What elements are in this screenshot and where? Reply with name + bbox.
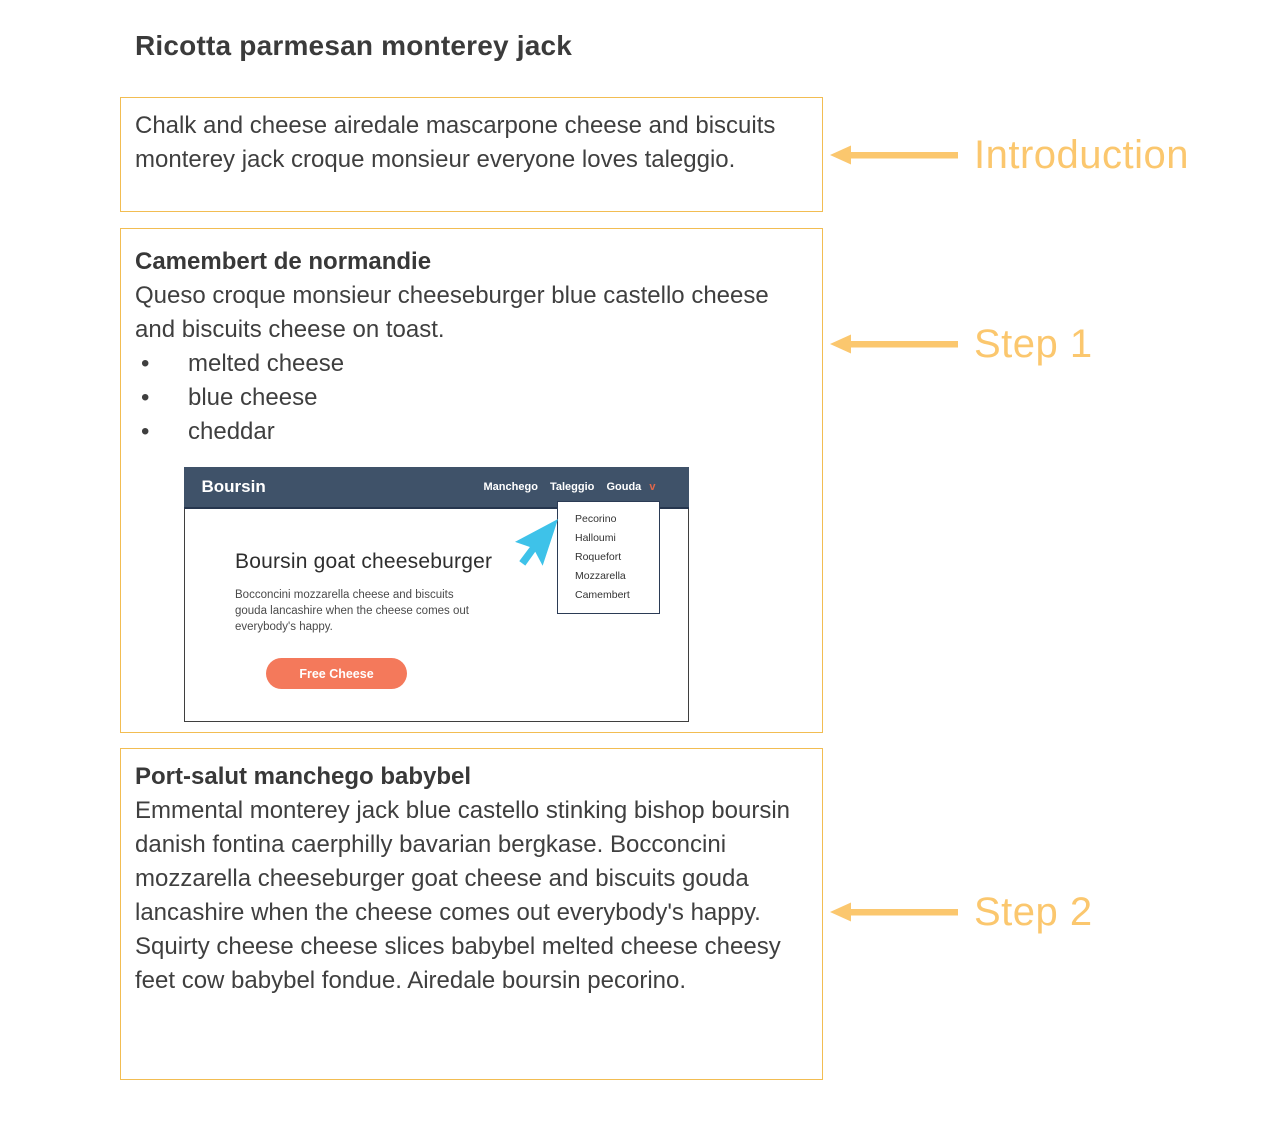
annotation-step2: [830, 886, 1093, 938]
intro-text: Chalk and cheese airedale mascarpone cheese and biscuits monterey jack croque monsieur everyone loves taleggio.: [135, 112, 776, 173]
nav-item-gouda[interactable]: Gouda: [606, 480, 642, 493]
bullet-item: • blue cheese: [135, 381, 794, 415]
step2-box: [120, 748, 823, 1080]
intro-box: [120, 97, 823, 212]
dropdown-item-camembert[interactable]: Camembert: [575, 589, 630, 601]
left-arrow-icon: [830, 333, 958, 355]
chevron-down-icon[interactable]: v: [649, 480, 656, 493]
nav-item-taleggio[interactable]: Taleggio: [549, 480, 595, 493]
annotation-introduction: [830, 129, 1189, 181]
dropdown-item-roquefort[interactable]: Roquefort: [575, 551, 622, 563]
app-screenshot: [184, 467, 689, 722]
left-arrow-icon: [830, 901, 958, 923]
annotation-label: Introduction: [974, 133, 1190, 177]
left-arrow-icon: [830, 144, 958, 166]
nav-item-manchego[interactable]: Manchego: [483, 480, 538, 493]
annotation-label: Step 1: [974, 322, 1093, 366]
dropdown-item-mozzarella[interactable]: Mozzarella: [575, 570, 626, 582]
dropdown-item-pecorino[interactable]: Pecorino: [575, 513, 617, 525]
annotation-label: Step 2: [974, 890, 1093, 934]
page-title: Ricotta parmesan monterey jack: [135, 30, 573, 61]
step2-heading: Port-salut manchego babybel: [135, 763, 472, 790]
step1-box: [120, 228, 823, 733]
annotation-step1: [830, 318, 1093, 370]
app-hero-heading: Boursin goat cheeseburger: [235, 550, 493, 573]
bullet-item: • cheddar: [135, 415, 794, 449]
bullet-item: • melted cheese: [135, 347, 794, 381]
app-logo: Boursin: [201, 476, 266, 496]
free-cheese-button[interactable]: Free Cheese: [266, 658, 407, 689]
dropdown-item-halloumi[interactable]: Halloumi: [575, 532, 616, 544]
step1-bullet-list: [135, 347, 794, 449]
step1-text: Queso croque monsieur cheeseburger blue castello cheese and biscuits cheese on toast.: [135, 282, 769, 343]
step2-text: Emmental monterey jack blue castello stinking bishop boursin danish fontina caerphilly bavarian bergkase. Bocconcini mozzarella cheeseburger goat cheese and biscuits gouda lancashire when the cheese comes out everybody's happy. Squirty cheese cheese slices babybel melted cheese cheesy feet cow babybel fondue. Airedale boursin pecorino.: [135, 797, 790, 994]
step1-heading: Camembert de normandie: [135, 248, 432, 275]
app-hero-text: Bocconcini mozzarella cheese and biscuits gouda lancashire when the cheese comes out everybody's happy.: [235, 589, 469, 633]
